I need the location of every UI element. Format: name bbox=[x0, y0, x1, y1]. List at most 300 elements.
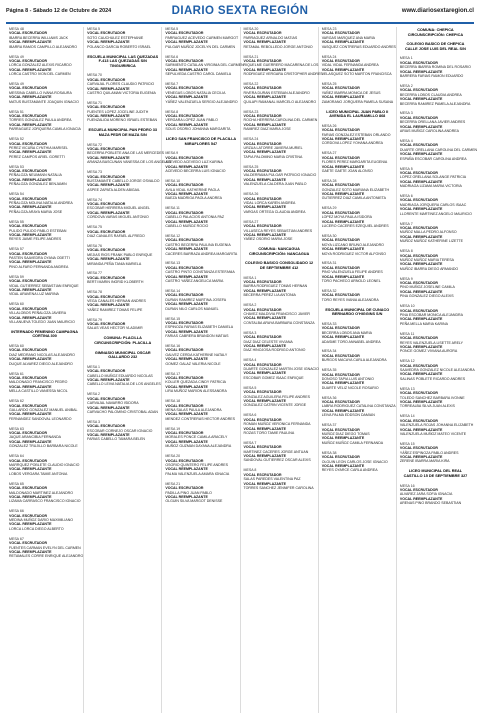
mesa-entry bbox=[400, 111, 471, 133]
mesa-entry bbox=[165, 179, 236, 201]
mesa-number: MESA 3 bbox=[399, 111, 413, 116]
mesa-entry bbox=[400, 484, 471, 506]
role-label: VOCAL ESCRUTADOR bbox=[321, 31, 360, 36]
role-label: VOCAL REEMPLAZANTE bbox=[243, 398, 287, 403]
mesa-entry bbox=[87, 225, 158, 238]
column-1 bbox=[6, 27, 84, 713]
role-label: VOCAL ESCRUTADOR bbox=[399, 60, 438, 65]
role-label: VOCAL ESCRUTADOR bbox=[243, 362, 282, 367]
role-label: VOCAL ESCRUTADOR bbox=[165, 320, 204, 325]
section-heading: COMUNA: PLACILLA CIRCUNSCRIPCIÓN: PLACILLA bbox=[94, 336, 152, 345]
role-label: VOCAL ESCRUTADOR bbox=[9, 513, 48, 518]
mesa-number: MESA 1 bbox=[87, 364, 100, 369]
section-heading: LICEO MUNICIPAL JUAN PABLO II AVENIDA EL LAURAMILLO 868 bbox=[326, 109, 389, 119]
mesa-number: MESA 8 bbox=[243, 468, 257, 473]
role-label: VOCAL ESCRUTADOR bbox=[87, 294, 126, 299]
entry-name: FERNANDEZ SANDOVAL LEONARDO bbox=[9, 416, 72, 421]
entry-name: VEGA CANALES HERNAN ANDRES bbox=[87, 298, 146, 303]
entry-name: BECERRA RAMIREZ PAMELA ALEJANDRA bbox=[399, 101, 471, 106]
mesa-entry bbox=[165, 344, 236, 366]
role-label: VOCAL ESCRUTADOR bbox=[9, 458, 48, 463]
entry-name: VARGAS MARQUEZ ANA MARIA bbox=[321, 35, 376, 40]
entry-name: VIDAL GUTIERREZ SEBASTIAN ENRIQUE bbox=[9, 283, 79, 288]
entry-name: VIDAL VIDAL FERNANDA ANDREA bbox=[321, 63, 379, 68]
role-label: VOCAL ESCRUTADOR bbox=[243, 472, 282, 477]
role-label: VOCAL ESCRUTADOR bbox=[87, 31, 126, 36]
entry-name: YÁÑEZ ESPINOZA PABLO ANDRES bbox=[399, 450, 459, 455]
entry-name: LIRA MUÑOZ MARION ALESSANDRA bbox=[165, 389, 227, 394]
mesa-number: MESA 24 bbox=[243, 137, 259, 142]
mesa-number: MESA 54 bbox=[9, 192, 24, 197]
mesa-number: MESA 3 bbox=[87, 419, 100, 424]
mesa-number: MESA 29 bbox=[321, 206, 337, 211]
role-label: VOCAL REEMPLAZANTE bbox=[243, 454, 287, 459]
entry-name: LABRA RODRIGUEZ CATALINA CONSTANZA bbox=[321, 404, 396, 409]
role-label: VOCAL REEMPLAZANTE bbox=[9, 95, 52, 100]
entry-name: BAEZA MADRIGA PAOLA ANDREA bbox=[165, 196, 223, 201]
entry-name: MENDEZ CONTRERAS HECTOR ANDRES bbox=[165, 416, 236, 421]
entry-name: MALDONADO FRANCISCO PEDRO bbox=[9, 380, 68, 385]
role-label: VOCAL ESCRUTADOR bbox=[321, 326, 360, 331]
mesa-entry bbox=[400, 56, 471, 78]
mesa-number: MESA 7 bbox=[243, 440, 257, 445]
mesa-entry bbox=[9, 192, 80, 214]
mesa-number: MESA 2 bbox=[87, 392, 100, 397]
mesa-number: MESA 67 bbox=[9, 536, 24, 541]
entry-name: MORALES PONCE CAMILA ARACELY bbox=[165, 435, 228, 440]
entry-name: BARRA RODRIGUEZ TOMAS HERNAN bbox=[243, 284, 308, 289]
role-label: VOCAL ESCRUTADOR bbox=[399, 225, 438, 230]
role-label: VOCAL ESCRUTADOR bbox=[87, 424, 126, 429]
mesa-number: MESA 74 bbox=[87, 197, 102, 202]
role-label: VOCAL REEMPLAZANTE bbox=[165, 219, 208, 224]
role-label: VOCAL ESCRUTADOR bbox=[243, 58, 282, 63]
role-label: VOCAL REEMPLAZANTE bbox=[9, 205, 52, 210]
masthead-title: DIARIO SEXTA REGIÓN bbox=[171, 5, 309, 17]
mesa-entry bbox=[400, 167, 471, 189]
role-label: VOCAL REEMPLAZANTE bbox=[243, 371, 287, 376]
role-label: VOCAL ESCRUTADOR bbox=[321, 58, 360, 63]
role-label: VOCAL ESCRUTADOR bbox=[165, 486, 204, 491]
mesa-entry bbox=[165, 206, 236, 228]
mesa-entry bbox=[9, 536, 84, 559]
entry-name: FUENTES LOPEZ JOCELINE JUDITH bbox=[87, 109, 149, 114]
role-label: VOCAL REEMPLAZANTE bbox=[321, 164, 365, 169]
mesa-number: MESA 22 bbox=[243, 82, 259, 87]
entry-name: DIAZ DIAZ CELESTE VIVIANA bbox=[243, 339, 293, 344]
role-label: VOCAL REEMPLAZANTE bbox=[87, 303, 130, 308]
mesa-entry bbox=[244, 413, 315, 435]
role-label: VOCAL ESCRUTADOR bbox=[399, 115, 438, 120]
role-label: VOCAL ESCRUTADOR bbox=[87, 146, 126, 151]
mesa-number: MESA 55 bbox=[9, 219, 24, 224]
role-label: VOCAL ESCRUTADOR bbox=[243, 417, 282, 422]
mesa-entry bbox=[165, 399, 236, 421]
entry-name: LOPEZ MOYA PAULA ISIDORA bbox=[321, 215, 373, 220]
role-label: VOCAL ESCRUTADOR bbox=[321, 86, 360, 91]
role-label: VOCAL REEMPLAZANTE bbox=[165, 247, 208, 252]
mesa-entry bbox=[244, 468, 315, 490]
mesa-number: MESA 33 bbox=[321, 321, 337, 326]
role-label: VOCAL ESCRUTADOR bbox=[9, 279, 48, 284]
role-label: VOCAL ESCRUTADOR bbox=[321, 293, 360, 298]
entry-name: CASTRO YAÑEZ ANGELICA MARIA bbox=[165, 279, 224, 284]
mesa-number: MESA 60 bbox=[9, 302, 24, 307]
role-label: VOCAL ESCRUTADOR bbox=[165, 210, 204, 215]
entry-name: SEPULVEDA CASTRO CAROL DANIELA bbox=[165, 72, 232, 77]
mesa-entry bbox=[9, 110, 80, 132]
entry-name: BARRERA FARIAS RAMON EDUARDO bbox=[399, 74, 464, 78]
mesa-entry bbox=[87, 290, 158, 312]
mesa-entry bbox=[87, 198, 158, 220]
role-label: VOCAL REEMPLAZANTE bbox=[165, 494, 208, 499]
role-label: VOCAL ESCRUTADOR bbox=[321, 210, 360, 215]
role-label: VOCAL ESCRUTADOR bbox=[9, 541, 48, 546]
mesa-entry bbox=[9, 275, 80, 297]
entry-name: OLGUIN LEON CARLOS JOSE IGNACIO bbox=[321, 459, 388, 464]
entry-name: TORREALBA SILVA JUAN ALEXIS bbox=[399, 404, 455, 409]
mesa-entry bbox=[87, 142, 171, 165]
mesa-entry bbox=[400, 277, 471, 299]
role-label: VOCAL REEMPLAZANTE bbox=[165, 274, 208, 279]
entry-name: ESCOBAR GOMEZ ISAAC ENRIQUE bbox=[243, 375, 304, 380]
mesa-number: MESA 77 bbox=[87, 271, 102, 276]
role-label: VOCAL ESCRUTADOR bbox=[9, 31, 48, 36]
role-label: VOCAL REEMPLAZANTE bbox=[321, 192, 365, 197]
column-3 bbox=[162, 27, 244, 713]
entry-name: CABELLO MUÑOZ EDUARDO NICOLAS bbox=[87, 373, 153, 378]
entry-name: GALLARDO GONZALEZ MANUEL ANIBAL bbox=[9, 407, 78, 412]
entry-name: MEJIAS RIOS FRANK PABLO ENRIQUE bbox=[87, 252, 153, 257]
mesa-entry bbox=[9, 399, 80, 421]
entry-name: MUÑOZ MUÑOZ MARIA TERESA bbox=[399, 257, 454, 262]
mesa-entry bbox=[9, 482, 80, 504]
entry-name: MEDINA MUÑOZ DARIO MAXIMILIANO bbox=[9, 518, 74, 523]
section-heading: LICEO MUNICIPAL DEL REAL CASTILLO 15 DE SEPTIEMBRE 327 bbox=[403, 469, 468, 478]
entry-name: VALENZUELA MUÑOZ MATEO VICENTE bbox=[399, 431, 467, 436]
role-label: VOCAL ESCRUTADOR bbox=[9, 58, 48, 63]
role-label: VOCAL ESCRUTADOR bbox=[243, 390, 282, 395]
entry-name: PEÑALOZA GONZALEZ BENJAMIN bbox=[9, 182, 67, 187]
role-label: VOCAL REEMPLAZANTE bbox=[165, 164, 208, 169]
mesa-entry bbox=[165, 234, 236, 256]
entry-name: MARTINEZ CACERES JORGE ANTUAN bbox=[243, 449, 309, 454]
role-label: VOCAL ESCRUTADOR bbox=[165, 293, 204, 298]
entry-name: FUENTES CARMAN EVELYN DEL CARMEN bbox=[9, 545, 81, 550]
role-label: VOCAL REEMPLAZANTE bbox=[399, 427, 443, 432]
role-label: VOCAL ESCRUTADOR bbox=[9, 375, 48, 380]
entry-name: ARANZA BASCUNAN VANESSA DE LOS ANGELES bbox=[87, 160, 171, 165]
mesa-entry bbox=[244, 303, 315, 325]
entry-name: CASTRO QUILAMAN VICTORIA EUGENIA bbox=[87, 90, 156, 95]
mesa-number: MESA 36 bbox=[321, 395, 337, 400]
entry-name: CABELLO LEIVA NATALIA DE LOS ANGELES bbox=[87, 382, 161, 387]
role-label: VOCAL REEMPLAZANTE bbox=[9, 67, 52, 72]
mesa-number: MESA 78 bbox=[87, 290, 102, 295]
mesa-number: MESA 14 bbox=[165, 288, 181, 293]
mesa-number: MESA 32 bbox=[321, 288, 337, 293]
mesa-number: MESA 76 bbox=[87, 243, 102, 248]
role-label: VOCAL ESCRUTADOR bbox=[165, 431, 204, 436]
entry-name: POLANCO GARCIA ROBERTO ISRAEL bbox=[87, 44, 151, 49]
entry-name: RIVERA DURAN ESTEBAN ALEJANDRO bbox=[243, 90, 310, 95]
entry-name: VALENZUELA ROJAS JOHANNA ELIZABETH bbox=[399, 423, 474, 428]
entry-name: ROZAS TORO TAMIE PAULINA bbox=[243, 430, 295, 435]
entry-name: ZERENE IBARRA MARIA KIRA bbox=[399, 459, 450, 464]
entry-name: BECERRA POBLETE ANA DE LAS MERCEDES bbox=[87, 151, 165, 156]
entry-name: GALVEZ CERDA KATHERINE NATALY bbox=[165, 352, 228, 357]
entry-name: ZAMORANO JORQUERA PAMELA SUSANA bbox=[321, 99, 394, 104]
role-label: VOCAL REEMPLAZANTE bbox=[87, 405, 130, 410]
mesa-number: MESA 12 bbox=[399, 359, 415, 364]
section-heading: COLEGIO BASICO CONSOLIDADO 12 DE SEPTIEMBRE 412 bbox=[245, 261, 314, 271]
mesa-number: MESA 57 bbox=[9, 247, 24, 252]
mesa-entry bbox=[322, 261, 393, 283]
entry-name: YAÑEZ IBARRA MONICA DE JESUS bbox=[321, 90, 381, 95]
mesa-entry bbox=[9, 427, 80, 449]
mesa-entry bbox=[87, 420, 158, 442]
mesa-number: MESA 13 bbox=[165, 261, 181, 266]
role-label: VOCAL ESCRUTADOR bbox=[87, 105, 126, 110]
section-heading: COLEGIO BASICO DE CHEPICA CALLE JOSE LUIS DEL REAL S/N bbox=[405, 42, 466, 51]
role-label: VOCAL ESCRUTADOR bbox=[9, 431, 48, 436]
mesa-number: MESA 66 bbox=[9, 509, 24, 514]
role-label: VOCAL ESCRUTADOR bbox=[9, 403, 48, 408]
role-label: VOCAL REEMPLAZANTE bbox=[399, 97, 443, 102]
mesa-number: MESA 28 bbox=[321, 178, 337, 183]
entry-name: SARMIENTO CATALAN VIRGINIA DEL CARMEN bbox=[165, 63, 244, 68]
role-label: VOCAL REEMPLAZANTE bbox=[87, 257, 130, 262]
mesa-number: MESA 8 bbox=[399, 249, 413, 254]
role-label: VOCAL REEMPLAZANTE bbox=[9, 522, 52, 527]
role-label: VOCAL ESCRUTADOR bbox=[9, 224, 48, 229]
entry-name: MUÑOZ DIAZ DIEGO TOMAS bbox=[321, 432, 370, 436]
entry-name: OLGUIN SILVA MARGOT DENISSE bbox=[165, 499, 223, 504]
mesa-number: MESA 9 bbox=[165, 151, 179, 156]
role-label: VOCAL REEMPLAZANTE bbox=[165, 357, 208, 362]
website-url: www.diariosextaregion.cl bbox=[401, 8, 474, 14]
entry-name: VILLASECA REYES SEBASTIAN ANDRES bbox=[243, 228, 313, 233]
role-label: VOCAL ESCRUTADOR bbox=[399, 143, 438, 148]
role-label: VOCAL ESCRUTADOR bbox=[321, 427, 360, 432]
entry-name: MOYA LIZCANO BRUNO ALEJANDRO bbox=[321, 242, 384, 247]
section-heading: ESCUELA MUNICIPAL LAS QUEZADAS F-413 LAS QUEZADAS S/N TINGUIRIRICA bbox=[87, 54, 159, 68]
role-label: VOCAL ESCRUTADOR bbox=[9, 306, 48, 311]
role-label: VOCAL REEMPLAZANTE bbox=[9, 122, 52, 127]
role-label: VOCAL ESCRUTADOR bbox=[321, 353, 360, 358]
mesa-entry bbox=[400, 249, 471, 271]
role-label: VOCAL REEMPLAZANTE bbox=[321, 274, 365, 279]
entry-name: PULGAR MUÑOZ JOCELYN DEL CARMEN bbox=[165, 44, 236, 49]
role-label: VOCAL REEMPLAZANTE bbox=[243, 288, 287, 293]
mesa-entry bbox=[399, 359, 475, 381]
mesa-number: MESA 1 bbox=[399, 56, 413, 61]
role-label: VOCAL REEMPLAZANTE bbox=[399, 372, 443, 377]
role-label: VOCAL REEMPLAZANTE bbox=[399, 69, 443, 74]
mesa-entry bbox=[322, 451, 393, 473]
mesa-number: MESA 79 bbox=[87, 317, 102, 322]
mesa-entry bbox=[400, 387, 471, 409]
role-label: VOCAL REEMPLAZANTE bbox=[243, 426, 287, 431]
entry-name: QUILAPI RAMANAL MARCELO ALEJANDRO bbox=[243, 99, 317, 104]
role-label: VOCAL ESCRUTADOR bbox=[9, 169, 48, 174]
role-label: VOCAL REEMPLAZANTE bbox=[165, 412, 208, 417]
role-label: VOCAL REEMPLAZANTE bbox=[165, 302, 208, 307]
role-label: VOCAL REEMPLAZANTE bbox=[9, 177, 52, 182]
entry-name: TOLEDO SANCHEZ BARBARA IVONNE bbox=[399, 395, 465, 400]
mesa-entry bbox=[322, 82, 393, 104]
role-label: VOCAL REEMPLAZANTE bbox=[399, 344, 443, 349]
mesa-entry bbox=[322, 179, 393, 201]
mesa-number: MESA 23 bbox=[321, 27, 337, 31]
role-label: VOCAL REEMPLAZANTE bbox=[321, 40, 365, 45]
role-label: VOCAL REEMPLAZANTE bbox=[87, 155, 130, 160]
role-label: VOCAL REEMPLAZANTE bbox=[399, 496, 443, 501]
entry-name: RETAMALES CORRE ENRIQUE ALEJANDRO bbox=[9, 554, 84, 559]
entry-name: DUARTE ORELLANA CAROLINA DEL CARMEN bbox=[399, 147, 478, 152]
mesa-number: MESA 63 bbox=[9, 426, 24, 431]
entry-name: DURAN NILO CARLOS MANUEL bbox=[165, 306, 219, 311]
role-label: VOCAL ESCRUTADOR bbox=[165, 238, 204, 243]
mesa-number: MESA 26 bbox=[243, 192, 259, 197]
entry-name: BECERRA LOBOS ANA MARIA bbox=[321, 330, 372, 335]
role-label: VOCAL REEMPLAZANTE bbox=[87, 433, 130, 438]
column-5 bbox=[319, 27, 397, 713]
role-label: VOCAL REEMPLAZANTE bbox=[87, 183, 130, 188]
role-label: VOCAL ESCRUTADOR bbox=[243, 280, 282, 285]
mesa-number: MESA 17 bbox=[165, 371, 181, 376]
entry-name: LORCA CASTRO IVON DEL CARMEN bbox=[9, 72, 71, 77]
role-label: VOCAL ESCRUTADOR bbox=[165, 348, 204, 353]
mesa-entry bbox=[9, 509, 80, 531]
entry-name: PEÑA MELLA MARIA KARINA bbox=[399, 321, 448, 326]
entry-name: CHAVEZ MALDIVIA FRANCISCO JAVIER bbox=[243, 311, 310, 316]
section-heading: ESCUELA MUNICIPAL DE CUNACO BERNARDO O'HIGGINS S/N bbox=[325, 307, 390, 317]
role-label: VOCAL ESCRUTADOR bbox=[321, 372, 360, 377]
mesa-entry bbox=[9, 302, 80, 324]
entry-name: REYES VALENZUELA LISETTE ARELY bbox=[399, 340, 464, 345]
role-label: VOCAL ESCRUTADOR bbox=[165, 31, 204, 36]
mesa-entry bbox=[87, 244, 158, 266]
entry-name: BERTI MARIN INGRID KLOBERTH bbox=[87, 280, 144, 285]
entry-name: ROCHA HERRERA CAROLINA DEL CARMEN bbox=[243, 118, 318, 123]
role-label: VOCAL ESCRUTADOR bbox=[165, 403, 204, 408]
role-label: VOCAL REEMPLAZANTE bbox=[321, 408, 365, 413]
entry-name: FLORES PEREZ MARGARITA EUGENIA bbox=[321, 160, 388, 165]
role-label: VOCAL ESCRUTADOR bbox=[165, 458, 204, 463]
role-label: VOCAL ESCRUTADOR bbox=[9, 86, 48, 91]
mesa-number: MESA 10 bbox=[399, 304, 415, 309]
mesa-entry bbox=[400, 194, 471, 216]
entry-name: CORDOVA VARAS MIGUEL ANTONIO bbox=[87, 215, 149, 220]
entry-name: DUARTE VELIZ NICOLE ROSARIO bbox=[321, 385, 379, 390]
entry-name: PEREZ VICUÑA CYNTHIA MARISEL bbox=[9, 145, 68, 150]
mesa-entry bbox=[322, 322, 393, 344]
mesa-entry bbox=[244, 276, 315, 298]
entry-name: ESPAÑA ESCOBAR CAROLINA ANDREA bbox=[399, 156, 467, 161]
entry-name: DUARTE GONZALEZ MARTIN JOSE IGNACIO bbox=[243, 367, 319, 372]
mesa-number: MESA 20 bbox=[165, 454, 181, 459]
entry-name: RETAMAL REBOLLEDO JORGE ANTONIO bbox=[243, 44, 313, 49]
mesa-number: MESA 5 bbox=[399, 166, 413, 171]
role-label: VOCAL REEMPLAZANTE bbox=[165, 95, 208, 100]
role-label: VOCAL REEMPLAZANTE bbox=[243, 150, 287, 155]
mesa-entry bbox=[321, 395, 396, 418]
entry-name: REYES OYARCE CARLA ANDREA bbox=[321, 468, 378, 473]
role-label: VOCAL ESCRUTADOR bbox=[321, 183, 360, 188]
role-label: VOCAL REEMPLAZANTE bbox=[9, 315, 52, 320]
mesa-entry bbox=[165, 82, 236, 104]
entry-name: VERGARA LOPEZ JUAN PABLO bbox=[165, 118, 218, 123]
entry-name: PADILLA PINO JUAN PABLO bbox=[165, 490, 212, 495]
content-columns bbox=[6, 27, 478, 713]
entry-name: PEÑALOZA ARAYA MARIA JOSE bbox=[9, 209, 63, 214]
entry-name: LORCA LORCA DIEGO ALBERTO bbox=[9, 526, 64, 531]
mesa-number: MESA 27 bbox=[243, 219, 259, 224]
mesa-entry bbox=[400, 442, 471, 464]
entry-name: SALINAS POBLETE RICARDO ANDRES bbox=[399, 376, 466, 381]
mesa-entry bbox=[322, 234, 393, 256]
entry-name: LOPEZ ORELLANA SOLANGE PATRICIA bbox=[399, 175, 467, 180]
role-label: VOCAL ESCRUTADOR bbox=[9, 348, 48, 353]
mesa-entry bbox=[9, 27, 80, 49]
role-label: VOCAL ESCRUTADOR bbox=[321, 155, 360, 160]
role-label: VOCAL REEMPLAZANTE bbox=[243, 232, 287, 237]
mesa-entry bbox=[9, 372, 80, 394]
role-label: VOCAL ESCRUTADOR bbox=[87, 174, 126, 179]
mesa-number: MESA 11 bbox=[399, 331, 415, 336]
mesa-number: MESA 49 bbox=[9, 82, 24, 87]
role-label: VOCAL ESCRUTADOR bbox=[399, 308, 438, 313]
role-label: VOCAL ESCRUTADOR bbox=[399, 363, 438, 368]
entry-name: ACEVEDO BECERRA LUIS IGNACIO bbox=[165, 168, 226, 173]
page-header bbox=[6, 0, 474, 24]
mesa-entry bbox=[87, 364, 161, 387]
role-label: VOCAL REEMPLAZANTE bbox=[243, 95, 287, 100]
role-label: VOCAL ESCRUTADOR bbox=[399, 418, 438, 423]
mesa-entry bbox=[399, 138, 478, 161]
mesa-number: MESA 3 bbox=[243, 330, 257, 335]
mesa-entry bbox=[322, 368, 393, 390]
entry-name: MALDONADO MARTINEZ ALEJANDRO bbox=[9, 490, 73, 495]
role-label: VOCAL REEMPLAZANTE bbox=[165, 122, 208, 127]
entry-name: PARRAGUEZ ARNALDO MATIAS bbox=[243, 35, 298, 40]
entry-name: TORRES SANCHEZ JENNIFER CAROLINA bbox=[243, 485, 314, 490]
role-label: VOCAL ESCRUTADOR bbox=[243, 169, 282, 174]
entry-name: VALENZUELA CALDERA JUAN PABLO bbox=[243, 182, 307, 187]
role-label: VOCAL REEMPLAZANTE bbox=[399, 399, 443, 404]
entry-name: VIDAL LORCA KAREN ANDREA bbox=[243, 201, 296, 205]
entry-name: DIAZ HINOJOSA RODRIGO ANTONIO bbox=[243, 348, 306, 353]
role-label: VOCAL ESCRUTADOR bbox=[243, 86, 282, 91]
entry-name: PINO MUÑOZ JOSELINE CAMILA bbox=[399, 285, 455, 290]
mesa-entry bbox=[322, 151, 393, 173]
mesa-entry bbox=[322, 349, 393, 362]
entry-name: PINO VALENZUELA FELIPE ANDRES bbox=[321, 270, 383, 275]
mesa-entry bbox=[87, 101, 158, 123]
entry-name: ESPINOZA FARIAS ELIZABETH DANIELA bbox=[165, 325, 234, 330]
mesa-entry bbox=[244, 441, 315, 463]
entry-name: VENEGAS LOBOS NATALIA CECILIA bbox=[165, 90, 226, 95]
column-6 bbox=[397, 27, 478, 713]
entry-name: REYES JAIME FELIPE ANDRES bbox=[9, 237, 62, 242]
entry-name: IBARRA BECERRA WILLIAMS JACK bbox=[9, 35, 68, 40]
entry-name: MADRIAGA JORQUERA CARLOS ISAAC bbox=[399, 202, 467, 207]
entry-name: MARRQUEZ POBLETE CLAUDIO IGNACIO bbox=[9, 462, 80, 467]
role-label: VOCAL REEMPLAZANTE bbox=[9, 288, 52, 292]
entry-name: SANDOVAL GUTIERREZ OSCAR ALEXIS bbox=[243, 458, 311, 463]
role-label: VOCAL ESCRUTADOR bbox=[9, 486, 48, 491]
